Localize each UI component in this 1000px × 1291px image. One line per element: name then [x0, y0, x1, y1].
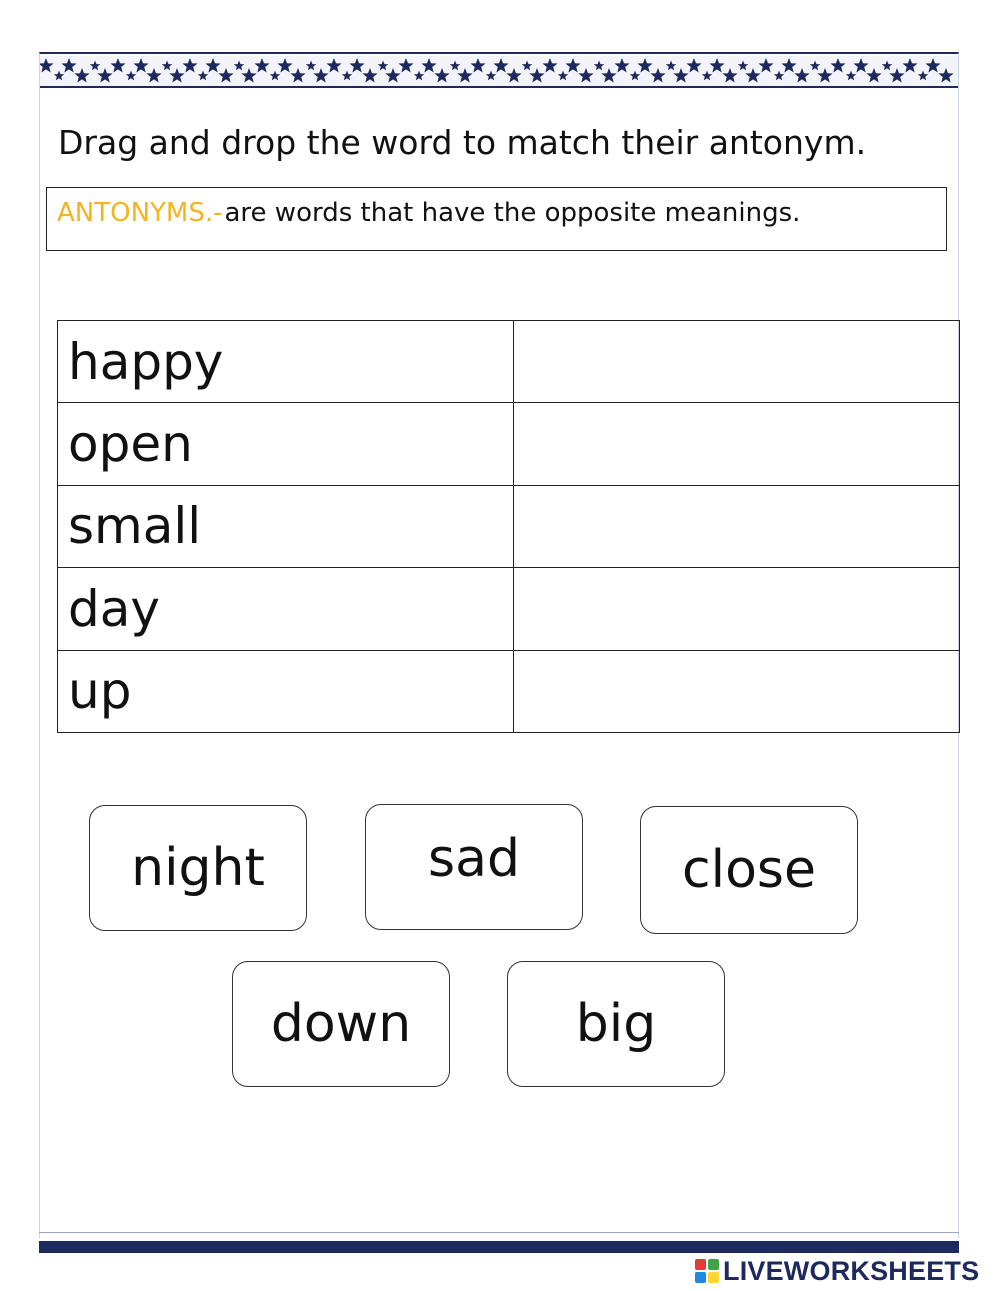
table-row — [58, 568, 960, 650]
star-icon — [722, 68, 737, 83]
star-icon — [686, 58, 701, 73]
brand-name: LIVEWORKSHEETS — [723, 1255, 980, 1286]
star-icon — [925, 58, 940, 73]
star-icon — [666, 61, 676, 71]
star-icon — [457, 68, 472, 83]
star-icon — [882, 61, 892, 71]
star-icon — [162, 61, 172, 71]
star-icon — [493, 58, 508, 73]
word-cell: open — [58, 403, 514, 485]
definition-term: ANTONYMS.- — [57, 198, 223, 228]
star-icon — [126, 71, 136, 81]
star-icon — [169, 68, 184, 83]
definition-box — [46, 187, 947, 251]
star-icon — [846, 71, 856, 81]
draggable-card-big[interactable]: big — [507, 961, 725, 1087]
instruction-text: Drag and drop the word to match their antonym. — [58, 123, 867, 162]
star-icon — [378, 61, 388, 71]
word-cell: up — [58, 650, 514, 732]
footer-divider — [39, 1232, 959, 1233]
brand-logo — [695, 1257, 979, 1285]
logo-square — [695, 1259, 706, 1270]
star-icon — [630, 71, 640, 81]
star-icon — [601, 68, 616, 83]
star-icon — [781, 58, 796, 73]
star-icon — [506, 68, 521, 83]
star-icon — [486, 71, 496, 81]
star-icon — [133, 58, 148, 73]
star-icon — [218, 68, 233, 83]
star-icon — [578, 68, 593, 83]
star-border-band — [40, 56, 958, 88]
star-icon — [738, 61, 748, 71]
star-icon — [817, 68, 832, 83]
drop-zone[interactable] — [514, 568, 960, 650]
star-icon — [918, 71, 928, 81]
logo-square — [708, 1259, 719, 1270]
logo-square — [695, 1272, 706, 1283]
footer-bar — [39, 1241, 959, 1253]
star-icon — [61, 58, 76, 73]
star-icon — [758, 58, 773, 73]
star-icon — [938, 68, 953, 83]
drop-zone[interactable] — [514, 403, 960, 485]
draggable-card-close[interactable]: close — [640, 806, 858, 934]
table-row — [58, 485, 960, 567]
logo-square — [708, 1272, 719, 1283]
star-icon — [522, 61, 532, 71]
star-icon — [306, 61, 316, 71]
word-cell: day — [58, 568, 514, 650]
star-icon — [830, 58, 845, 73]
definition-text — [57, 195, 800, 231]
star-icon — [529, 68, 544, 83]
star-icon — [277, 58, 292, 73]
star-icon — [90, 61, 100, 71]
star-icon — [342, 71, 352, 81]
star-icon — [594, 61, 604, 71]
star-icon — [810, 61, 820, 71]
star-icon — [290, 68, 305, 83]
star-icon — [853, 58, 868, 73]
star-icon — [709, 58, 724, 73]
star-icon — [774, 71, 784, 81]
star-icon — [362, 68, 377, 83]
star-icon — [794, 68, 809, 83]
star-icon — [205, 58, 220, 73]
star-icon — [40, 58, 54, 73]
star-icon — [146, 68, 161, 83]
liveworksheets-logo-icon — [695, 1259, 719, 1283]
star-icon — [673, 68, 688, 83]
star-icon — [414, 71, 424, 81]
star-icon — [450, 61, 460, 71]
star-icon — [902, 58, 917, 73]
star-icon — [614, 58, 629, 73]
draggable-card-night[interactable]: night — [89, 805, 307, 931]
star-icon — [702, 71, 712, 81]
star-icon — [398, 58, 413, 73]
star-icon — [234, 61, 244, 71]
draggable-card-down[interactable]: down — [232, 961, 450, 1087]
table-row — [58, 403, 960, 485]
star-icon — [54, 71, 64, 81]
star-icon — [198, 71, 208, 81]
star-icon — [421, 58, 436, 73]
star-icon — [889, 68, 904, 83]
matching-table — [57, 320, 960, 733]
star-icon — [110, 58, 125, 73]
star-border-icon — [40, 56, 958, 86]
draggable-card-sad[interactable]: sad — [365, 804, 583, 930]
star-icon — [745, 68, 760, 83]
star-icon — [326, 58, 341, 73]
star-icon — [313, 68, 328, 83]
star-icon — [565, 58, 580, 73]
drop-zone[interactable] — [514, 485, 960, 567]
word-cell: small — [58, 485, 514, 567]
drop-zone[interactable] — [514, 650, 960, 732]
drop-zone[interactable] — [514, 321, 960, 403]
star-icon — [270, 71, 280, 81]
star-icon — [434, 68, 449, 83]
word-cell: happy — [58, 321, 514, 403]
table-row — [58, 650, 960, 732]
star-icon — [241, 68, 256, 83]
table-row — [58, 321, 960, 403]
star-icon — [97, 68, 112, 83]
star-icon — [650, 68, 665, 83]
star-icon — [254, 58, 269, 73]
star-icon — [637, 58, 652, 73]
star-icon — [470, 58, 485, 73]
definition-meaning: are words that have the opposite meanings. — [224, 198, 801, 228]
star-icon — [385, 68, 400, 83]
star-icon — [558, 71, 568, 81]
star-icon — [74, 68, 89, 83]
star-icon — [866, 68, 881, 83]
star-icon — [182, 58, 197, 73]
star-icon — [349, 58, 364, 73]
star-icon — [542, 58, 557, 73]
